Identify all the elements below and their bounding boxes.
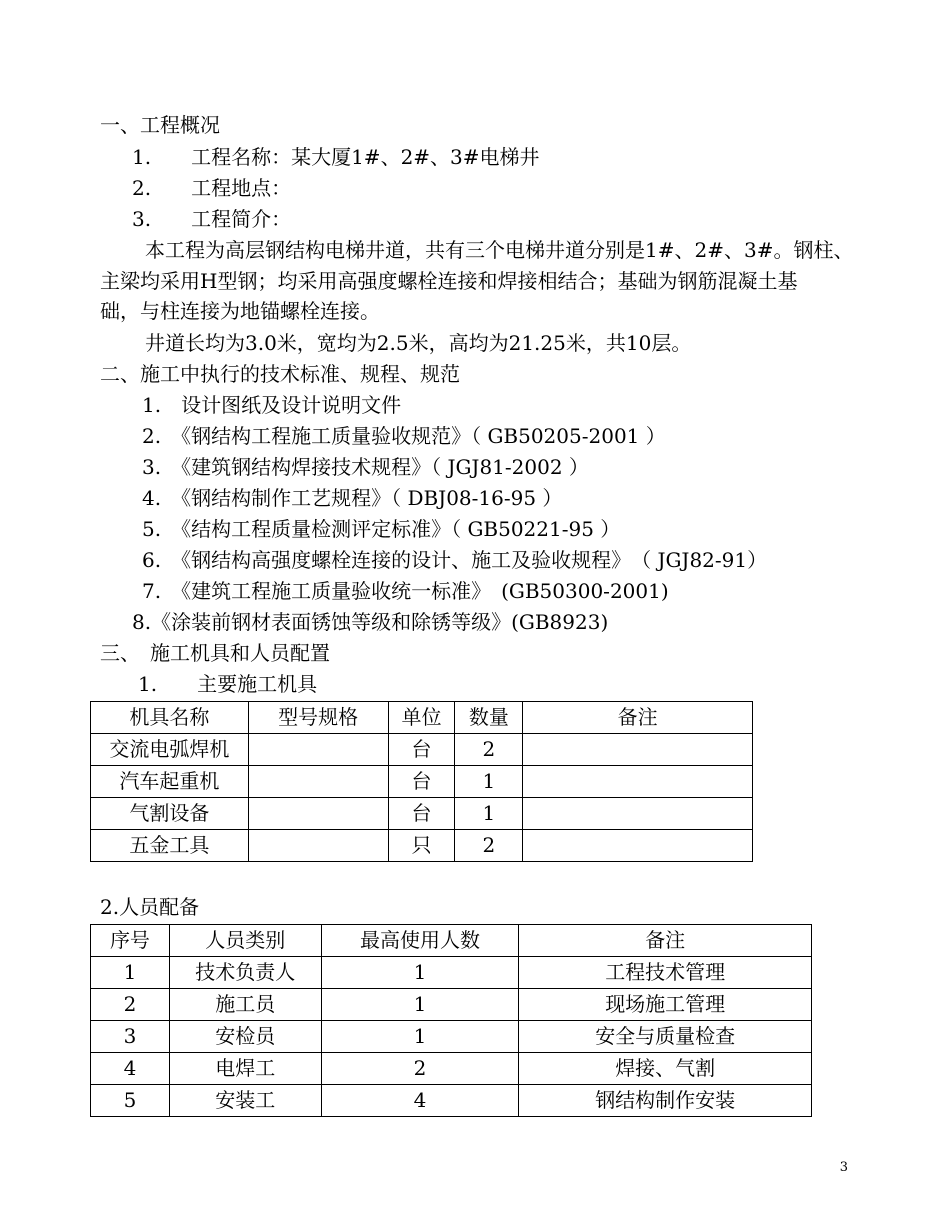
table-cell: [523, 830, 753, 862]
table-cell: 安装工: [169, 1085, 321, 1117]
table-row: [91, 830, 753, 862]
summary-paragraph-line: 主梁均采用H型钢；均采用高强度螺栓连接和焊接相结合；基础为钢筋混凝土基: [100, 269, 798, 293]
table-cell: [248, 830, 388, 862]
table-cell: 台: [388, 798, 455, 830]
column-header: 人员类别: [169, 925, 321, 957]
table-cell: 施工员: [169, 989, 321, 1021]
table-cell: 台: [388, 734, 455, 766]
standard-item: 5. 《结构工程质量检测评定标准》（ GB50221-95 ）: [142, 517, 621, 541]
table-cell: 1: [455, 798, 523, 830]
table-row: [91, 957, 812, 989]
overview-item-summary: 3. 工程简介：: [132, 207, 292, 231]
overview-item-location: 2. 工程地点：: [132, 176, 292, 200]
table-row: [91, 734, 753, 766]
table-row: [91, 798, 753, 830]
table-cell: [523, 734, 753, 766]
column-header: 机具名称: [91, 702, 249, 734]
table-cell: 汽车起重机: [91, 766, 249, 798]
section-heading-equipment-staff: 三、 施工机具和人员配置: [100, 641, 330, 665]
section-heading-overview: 一、工程概况: [100, 113, 220, 137]
column-header: 型号规格: [248, 702, 388, 734]
standard-item: 1. 设计图纸及设计说明文件: [142, 393, 402, 417]
standard-item: 6. 《钢结构高强度螺栓连接的设计、施工及验收规程》 （ JGJ82-91）: [142, 548, 768, 572]
shaft-dimensions-paragraph: 井道长均为3.0米，宽均为2.5米，高均为21.25米，共10层。: [145, 331, 692, 355]
table-cell: 1: [321, 957, 519, 989]
table-cell: 安检员: [169, 1021, 321, 1053]
table-cell: [248, 766, 388, 798]
table-cell: 1: [91, 957, 170, 989]
table-header-row: [91, 702, 753, 734]
table-cell: 2: [321, 1053, 519, 1085]
standard-item: 7. 《建筑工程施工质量验收统一标准》 (GB50300-2001): [142, 579, 669, 603]
table-row: [91, 1053, 812, 1085]
table-cell: 2: [91, 989, 170, 1021]
subheading-staffing: 2.人员配备: [100, 895, 200, 919]
table-row: [91, 766, 753, 798]
standard-item: 3. 《建筑钢结构焊接技术规程》（ JGJ81-2002 ）: [142, 455, 589, 479]
column-header: 备注: [519, 925, 812, 957]
section-heading-standards: 二、施工中执行的技术标准、规程、规范: [100, 362, 460, 386]
column-header: 最高使用人数: [321, 925, 519, 957]
table-cell: 焊接、气割: [519, 1053, 812, 1085]
table-cell: 工程技术管理: [519, 957, 812, 989]
table-cell: [248, 798, 388, 830]
standard-item: 8.《涂装前钢材表面锈蚀等级和除锈等级》(GB8923): [132, 610, 609, 634]
table-cell: 只: [388, 830, 455, 862]
table-cell: 4: [321, 1085, 519, 1117]
table-cell: [523, 766, 753, 798]
table-row: [91, 1085, 812, 1117]
table-cell: 5: [91, 1085, 170, 1117]
table-cell: 1: [455, 766, 523, 798]
subheading-main-equipment: 1. 主要施工机具: [138, 672, 318, 696]
table-cell: 电焊工: [169, 1053, 321, 1085]
column-header: 序号: [91, 925, 170, 957]
equipment-table: [90, 701, 753, 862]
table-cell: 台: [388, 766, 455, 798]
table-cell: 4: [91, 1053, 170, 1085]
table-cell: 3: [91, 1021, 170, 1053]
column-header: 单位: [388, 702, 455, 734]
table-cell: [248, 734, 388, 766]
standard-item: 2. 《钢结构工程施工质量验收规范》（ GB50205-2001 ）: [142, 424, 666, 448]
staffing-table: [90, 924, 812, 1117]
table-cell: 2: [455, 830, 523, 862]
table-cell: 2: [455, 734, 523, 766]
table-cell: 现场施工管理: [519, 989, 812, 1021]
table-header-row: [91, 925, 812, 957]
column-header: 备注: [523, 702, 753, 734]
summary-paragraph-line: 本工程为高层钢结构电梯井道，共有三个电梯井道分别是1#、2#、3#。钢柱、: [145, 238, 854, 262]
table-cell: 1: [321, 1021, 519, 1053]
page-number: 3: [839, 1160, 848, 1175]
overview-item-project-name: 1. 工程名称：某大厦1#、2#、3#电梯井: [132, 145, 540, 169]
summary-paragraph-line: 础，与柱连接为地锚螺栓连接。: [100, 299, 380, 323]
table-cell: [523, 798, 753, 830]
table-cell: 交流电弧焊机: [91, 734, 249, 766]
column-header: 数量: [455, 702, 523, 734]
table-cell: 1: [321, 989, 519, 1021]
table-row: [91, 989, 812, 1021]
table-cell: 技术负责人: [169, 957, 321, 989]
table-cell: 五金工具: [91, 830, 249, 862]
table-cell: 钢结构制作安装: [519, 1085, 812, 1117]
table-row: [91, 1021, 812, 1053]
table-cell: 安全与质量检查: [519, 1021, 812, 1053]
standard-item: 4. 《钢结构制作工艺规程》（ DBJ08-16-95 ）: [142, 486, 563, 510]
table-cell: 气割设备: [91, 798, 249, 830]
